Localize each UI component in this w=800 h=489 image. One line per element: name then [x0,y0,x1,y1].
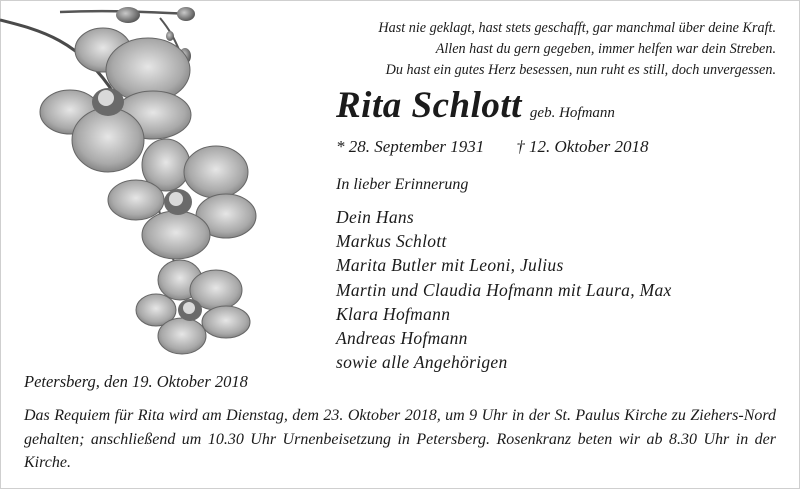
poem-line: Hast nie geklagt, hast stets geschafft, gar manchmal über deine Kraft. [378,20,776,36]
poem-line: Allen hast du gern gegeben, immer helfen war dein Streben. [435,41,776,57]
deceased-name-line [336,84,615,127]
mourner: Marita Butler mit Leoni, Julius [336,255,564,276]
mourner: Markus Schlott [336,231,447,252]
mourner: Klara Hofmann [336,303,451,324]
memory-line: In lieber Erinnerung [336,176,469,193]
death-date: † 12. Oktober 2018 [516,137,649,156]
mourner: Dein Hans [336,207,415,227]
funeral-notice: Das Requiem für Rita wird am Dienstag, dem 23. Oktober 2018, um 9 Uhr in der St. Paulus Kirche zu Ziehers-Nord gehalten; anschließend um 10.30 Uhr Urnenbeisetzung in Petersberg. Rosenkranz beten wir ab 8.30 Uhr in der Kirche. [24,407,776,471]
mourners-list [336,205,672,374]
life-dates [336,137,648,157]
deceased-name: Rita Schlott [336,85,522,126]
mourner: Martin und Claudia Hofmann mit Laura, Max [336,279,672,300]
orchid-image [0,0,300,370]
place-date: Petersberg, den 19. Oktober 2018 [24,372,248,391]
poem-line: Du hast ein gutes Herz besessen, nun ruht es still, doch unvergessen. [385,62,776,78]
mourner: Andreas Hofmann [336,328,468,349]
mourner: sowie alle Angehörigen [336,352,508,373]
birth-date: * 28. September 1931 [336,137,485,156]
poem [276,18,776,81]
maiden-name: geb. Hofmann [529,105,615,121]
